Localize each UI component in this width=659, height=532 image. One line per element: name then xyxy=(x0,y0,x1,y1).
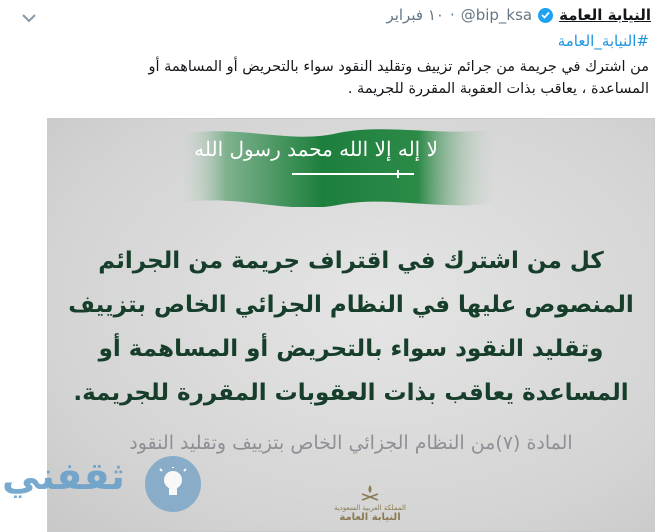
lightbulb-icon xyxy=(145,456,201,512)
emblem-icon xyxy=(359,484,381,502)
tweet-image[interactable] xyxy=(47,118,655,532)
chevron-down-icon[interactable] xyxy=(20,10,38,26)
main-text-line-4: المساعدة يعاقب بذات العقوبات المقررة للجريمة. xyxy=(73,380,629,406)
verified-badge-icon xyxy=(538,8,553,23)
tweet-text-line-1: من اشترك في جريمة من جرائم تزييف وتقليد النقود سواء بالتحريض أو المساهمة أو xyxy=(148,59,649,75)
flag-icon xyxy=(178,123,498,207)
main-text-line-1: كل من اشترك في اقتراف جريمة من الجرائم xyxy=(98,248,604,274)
tweet-text-line-2: المساعدة ، يعاقب بذات العقوبة المقررة للجريمة . xyxy=(347,81,649,97)
logo-line-2: النيابة العامة xyxy=(339,512,401,523)
main-text-line-3: وتقليد النقود سواء بالتحريض أو المساهمة أو xyxy=(98,336,604,362)
prosecution-logo xyxy=(310,484,430,523)
flag-shahada: لا إله إلا الله محمد رسول الله xyxy=(194,137,438,161)
tweet-date[interactable]: ١٠ فبراير xyxy=(386,6,444,24)
main-text xyxy=(54,239,648,415)
tweet-header xyxy=(386,6,651,24)
separator-dot: · xyxy=(449,6,455,24)
author-handle[interactable]: @bip_ksa xyxy=(460,6,533,24)
article-reference: المادة (٧)من النظام الجزائي الخاص بتزييف وتقليد النقود xyxy=(129,432,573,454)
logo-line-1: المملكة العربية السعودية xyxy=(334,504,406,512)
sword-icon xyxy=(288,169,418,179)
hashtag-link[interactable]: #النيابة_العامة xyxy=(557,32,649,50)
author-name[interactable]: النيابة العامة xyxy=(559,6,651,24)
tweet-text xyxy=(40,56,649,100)
main-text-line-2: المنصوص عليها في النظام الجزائي الخاص بتزييف xyxy=(68,292,634,318)
watermark-text: ثقفني xyxy=(2,454,125,498)
